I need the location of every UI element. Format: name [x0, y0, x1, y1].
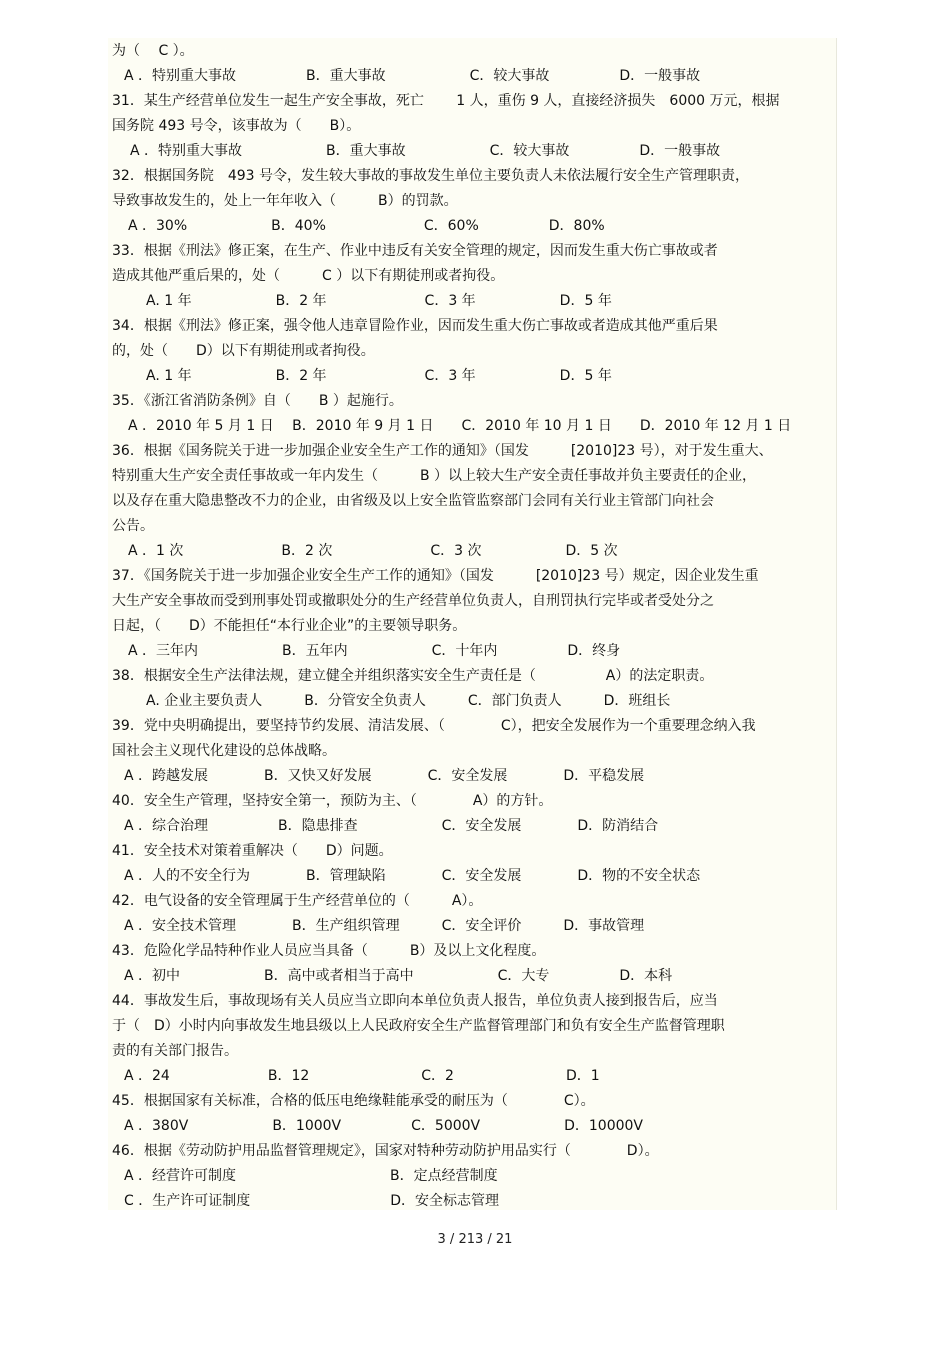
text-line: 日起，（ D）不能担任“本行业企业”的主要领导职务。 [112, 618, 467, 634]
text-line: A ．2010 年 5 月 1 日 B．2010 年 9 月 1 日 C．2010 年 10 月 1 日 D．2010 年 12 月 1 日 [128, 418, 792, 434]
text-line: 国务院 493 号令，该事故为（ B）。 [112, 118, 361, 134]
text-line: A ．综合治理 B．隐患排查 C．安全发展 D．防消结合 [124, 818, 659, 834]
text-line: 36．根据《国务院关于进一步加强企业安全生产工作的通知》（国发 [2010]23 号），对于发生重大、 [112, 443, 773, 459]
text-line: A. 企业主要负责人 B．分管安全负责人 C．部门负责人 D．班组长 [146, 693, 671, 709]
text-line: 45．根据国家有关标准，合格的低压电绝缘鞋能承受的耐压为（ C）。 [112, 1093, 595, 1109]
text-line: 为（ C ）。 [112, 43, 194, 59]
text-line: A ．经营许可制度 B．定点经营制度 [124, 1168, 498, 1184]
text-line: A ．跨越发展 B．又快又好发展 C．安全发展 D．平稳发展 [124, 768, 645, 784]
text-line: 37．《国务院关于进一步加强企业安全生产工作的通知》（国发 [2010]23 号）规定，因企业发生重 [112, 568, 759, 584]
text-line: A. 1 年 B．2 年 C．3 年 D．5 年 [146, 368, 612, 384]
text-line: 46．根据《劳动防护用品监督管理规定》，国家对特种劳动防护用品实行（ D）。 [112, 1143, 659, 1159]
text-line: 33．根据《刑法》修正案，在生产、作业中违反有关安全管理的规定，因而发生重大伤亡事故或者 [112, 243, 718, 259]
text-line: 32．根据国务院 493 号令，发生较大事故的事故发生单位主要负责人未依法履行安全生产管理职责， [112, 168, 749, 184]
text-line: 国社会主义现代化建设的总体战略。 [112, 743, 336, 759]
text-line: 31．某生产经营单位发生一起生产安全事故，死亡 1 人，重伤 9 人，直接经济损失 6000 万元，根据 [112, 93, 780, 109]
text-line: A ．三年内 B．五年内 C．十年内 D．终身 [128, 643, 621, 659]
text-line: 35．《浙江省消防条例》自（ B ）起施行。 [112, 393, 403, 409]
text-line: 44．事故发生后，事故现场有关人员应当立即向本单位负责人报告，单位负责人接到报告后，应当 [112, 993, 718, 1009]
text-line: 造成其他严重后果的，处（ C ）以下有期徒刑或者拘役。 [112, 268, 505, 284]
text-line: 导致事故发生的，处上一年年收入（ B）的罚款。 [112, 193, 458, 209]
text-line: 42．电气设备的安全管理属于生产经营单位的（ A）。 [112, 893, 483, 909]
text-line: A ．380V B．1000V C．5000V D．10000V [124, 1118, 644, 1134]
text-line: 38．根据安全生产法律法规，建立健全并组织落实安全生产责任是（ A）的法定职责。 [112, 668, 714, 684]
text-line: A. 1 年 B．2 年 C．3 年 D．5 年 [146, 293, 612, 309]
page-number: 3 / 213 / 21 [437, 1232, 513, 1247]
text-line: 39．党中央明确提出，要坚持节约发展、清洁发展、（ C），把安全发展作为一个重要理念纳入我 [112, 718, 756, 734]
text-line: 以及存在重大隐患整改不力的企业，由省级及以上安全监管监察部门会同有关行业主管部门向社会 [112, 493, 714, 509]
text-line: 41．安全技术对策着重解决（ D）问题。 [112, 843, 393, 859]
text-line: 于（ D）小时内向事故发生地县级以上人民政府安全生产监督管理部门和负有安全生产监督管理职 [112, 1018, 725, 1034]
text-line: A ．特别重大事故 B．重大事故 C．较大事故 D．一般事故 [124, 68, 701, 84]
text-line: 大生产安全事故而受到刑事处罚或撤职处分的生产经营单位负责人，自刑罚执行完毕或者受处分之 [112, 593, 714, 609]
text-line: A ．人的不安全行为 B．管理缺陷 C．安全发展 D．物的不安全状态 [124, 868, 701, 884]
text-line: 的，处（ D）以下有期徒刑或者拘役。 [112, 343, 375, 359]
text-line: 特别重大生产安全责任事故或一年内发生（ B ）以上较大生产安全责任事故并负主要责任的企业， [112, 468, 757, 484]
text-line: A ．特别重大事故 B．重大事故 C．较大事故 D．一般事故 [130, 143, 721, 159]
text-line: A ．初中 B．高中或者相当于高中 C．大专 D．本科 [124, 968, 673, 984]
text-line: 40．安全生产管理，坚持安全第一，预防为主、（ A）的方针。 [112, 793, 553, 809]
text-line: 责的有关部门报告。 [112, 1043, 238, 1059]
text-line: 34．根据《刑法》修正案，强令他人违章冒险作业，因而发生重大伤亡事故或者造成其他严重后果 [112, 318, 718, 334]
text-line: 公告。 [112, 518, 154, 534]
text-line: 43．危险化学品特种作业人员应当具备（ B）及以上文化程度。 [112, 943, 546, 959]
text-line: A ．安全技术管理 B．生产组织管理 C．安全评价 D．事故管理 [124, 918, 645, 934]
text-line: A ．30% B．40% C．60% D．80% [128, 218, 605, 234]
text-line: C ．生产许可证制度 D．安全标志管理 [124, 1193, 500, 1209]
text-line: A ．1 次 B．2 次 C．3 次 D．5 次 [128, 543, 618, 559]
text-line: A ．24 B．12 C．2 D．1 [124, 1068, 600, 1084]
